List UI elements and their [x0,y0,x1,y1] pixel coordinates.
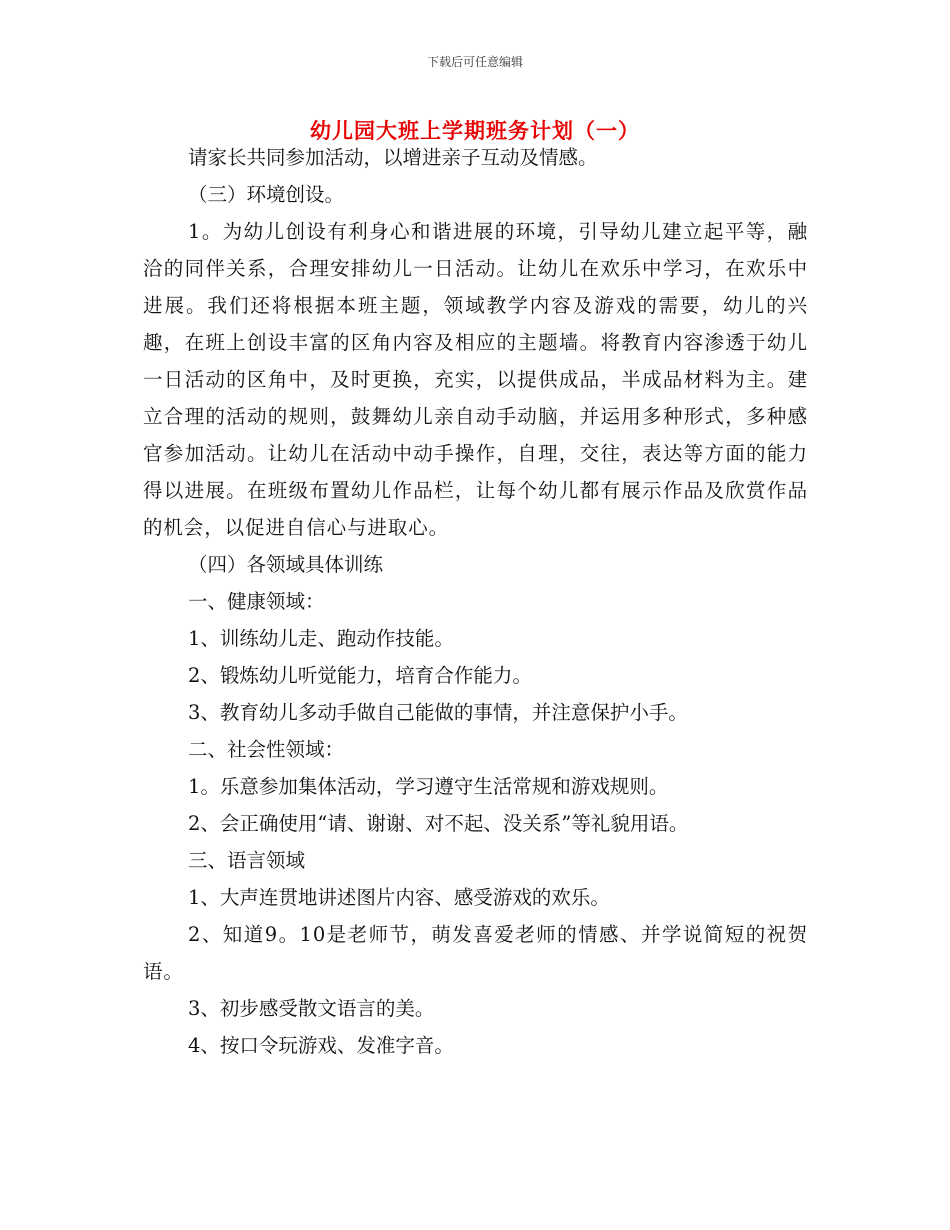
domain-heading: 三、语言领域 [188,849,306,872]
page-header: 下载后可任意编辑 [426,55,523,69]
list-item: 3、教育幼儿多动手做自己能做的事情，并注意保护小手。 [188,701,688,724]
document-title: 幼儿园大班上学期班务计划（一） [310,118,640,143]
list-item: 2、锻炼幼儿听觉能力，培育合作能力。 [188,664,532,687]
domain-heading: 一、健康领域： [188,590,325,613]
paragraph: 1。为幼儿创设有利身心和谐进展的环境，引导幼儿建立起平等，融洽的同伴关系，合理安排幼儿一日活动。让幼儿在欢乐中学习，在欢乐中进展。我们还将根据本班主题，领域教学内容及游戏的需要，幼儿的兴趣，在班上创设丰富的区角内容及相应的主题墙。将教育内容渗透于幼儿一日活动的区角中，及时更换，充实，以提供成品，半成品材料为主。建立合理的活动的规则，鼓舞幼儿亲自动手动脑，并运用多种形式，多种感官参加活动。让幼儿在活动中动手操作，自理，交往，表达等方面的能力得以进展。在班级布置幼儿作品栏，让每个幼儿都有展示作品及欣赏作品的机会，以促进自信心与进取心。 [143,220,808,539]
list-item: 4、按口令玩游戏、发准字音。 [188,1034,454,1057]
domain-heading: 二、社会性领域： [188,738,345,761]
document-body [143,139,808,1064]
list-item: 1、大声连贯地讲述图片内容、感受游戏的欢乐。 [188,886,610,909]
list-item: 1、训练幼儿走、跑动作技能。 [188,627,454,650]
list-item: 2、知道9。10是老师节，萌发喜爱老师的情感、并学说简短的祝贺语。 [143,923,808,983]
list-item: 2、会正确使用“请、谢谢、对不起、没关系”等礼貌用语。 [188,812,689,835]
list-item: 3、初步感受散文语言的美。 [188,997,435,1020]
text-line: 请家长共同参加活动，以增进亲子互动及情感。 [188,146,598,169]
list-item: 1。乐意参加集体活动，学习遵守生活常规和游戏规则。 [188,775,669,798]
section-heading: （四）各领域具体训练 [188,553,384,576]
section-heading: （三）环境创设。 [188,183,345,206]
